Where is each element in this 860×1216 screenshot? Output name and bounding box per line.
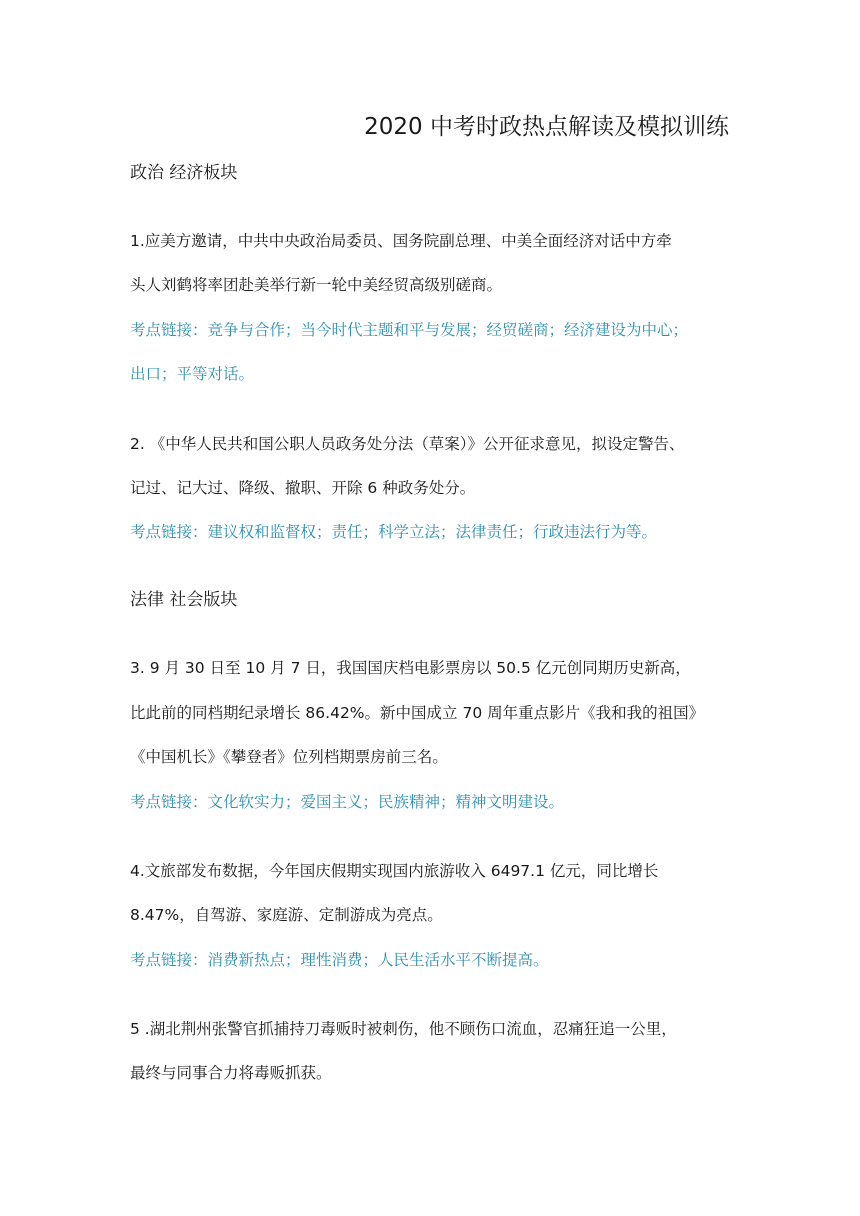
section-heading-politics-economy: 政治 经济板块 <box>130 163 238 183</box>
page-title: 2020 中考时政热点解读及模拟训练 <box>364 114 729 140</box>
item-3-line-3: 《中国机长》《攀登者》位列档期票房前三名。 <box>130 748 448 766</box>
item-4-line-1: 4.文旅部发布数据，今年国庆假期实现国内旅游收入 6497.1 亿元，同比增长 <box>130 862 659 880</box>
item-3-line-2: 比此前的同档期纪录增长 86.42%。新中国成立 70 周年重点影片《我和我的祖国》 <box>130 704 705 722</box>
section-heading-law-society: 法律 社会版块 <box>130 590 238 610</box>
item-5-line-2: 最终与同事合力将毒贩抓获。 <box>130 1064 332 1082</box>
item-1-line-2: 头人刘鹤将率团赴美举行新一轮中美经贸高级别磋商。 <box>130 276 503 294</box>
item-2-line-1: 2. 《中华人民共和国公职人员政务处分法（草案）》公开征求意见，拟设定警告、 <box>130 435 685 453</box>
item-2-line-2: 记过、记大过、降级、撤职、开除 6 种政务处分。 <box>130 479 476 497</box>
item-1-link-line-2: 出口；平等对话。 <box>130 365 255 383</box>
item-1-link-line-1: 考点链接：竞争与合作；当今时代主题和平与发展；经贸磋商；经济建设为中心； <box>130 321 689 339</box>
item-4-link-line-1: 考点链接：消费新热点；理性消费；人民生活水平不断提高。 <box>130 951 549 969</box>
item-5-line-1: 5 .湖北荆州张警官抓捕持刀毒贩时被刺伤，他不顾伤口流血，忍痛狂追一公里， <box>130 1020 677 1038</box>
item-3-line-1: 3. 9 月 30 日至 10 月 7 日，我国国庆档电影票房以 50.5 亿元创同期历史新高， <box>130 659 691 677</box>
item-3-link-line-1: 考点链接：文化软实力；爱国主义；民族精神；精神文明建设。 <box>130 793 565 811</box>
item-4-line-2: 8.47%，自驾游、家庭游、定制游成为亮点。 <box>130 906 443 924</box>
item-2-link-line-1: 考点链接：建议权和监督权；责任；科学立法；法律责任；行政违法行为等。 <box>130 523 658 541</box>
item-1-line-1: 1.应美方邀请，中共中央政治局委员、国务院副总理、中美全面经济对话中方牵 <box>130 232 672 250</box>
